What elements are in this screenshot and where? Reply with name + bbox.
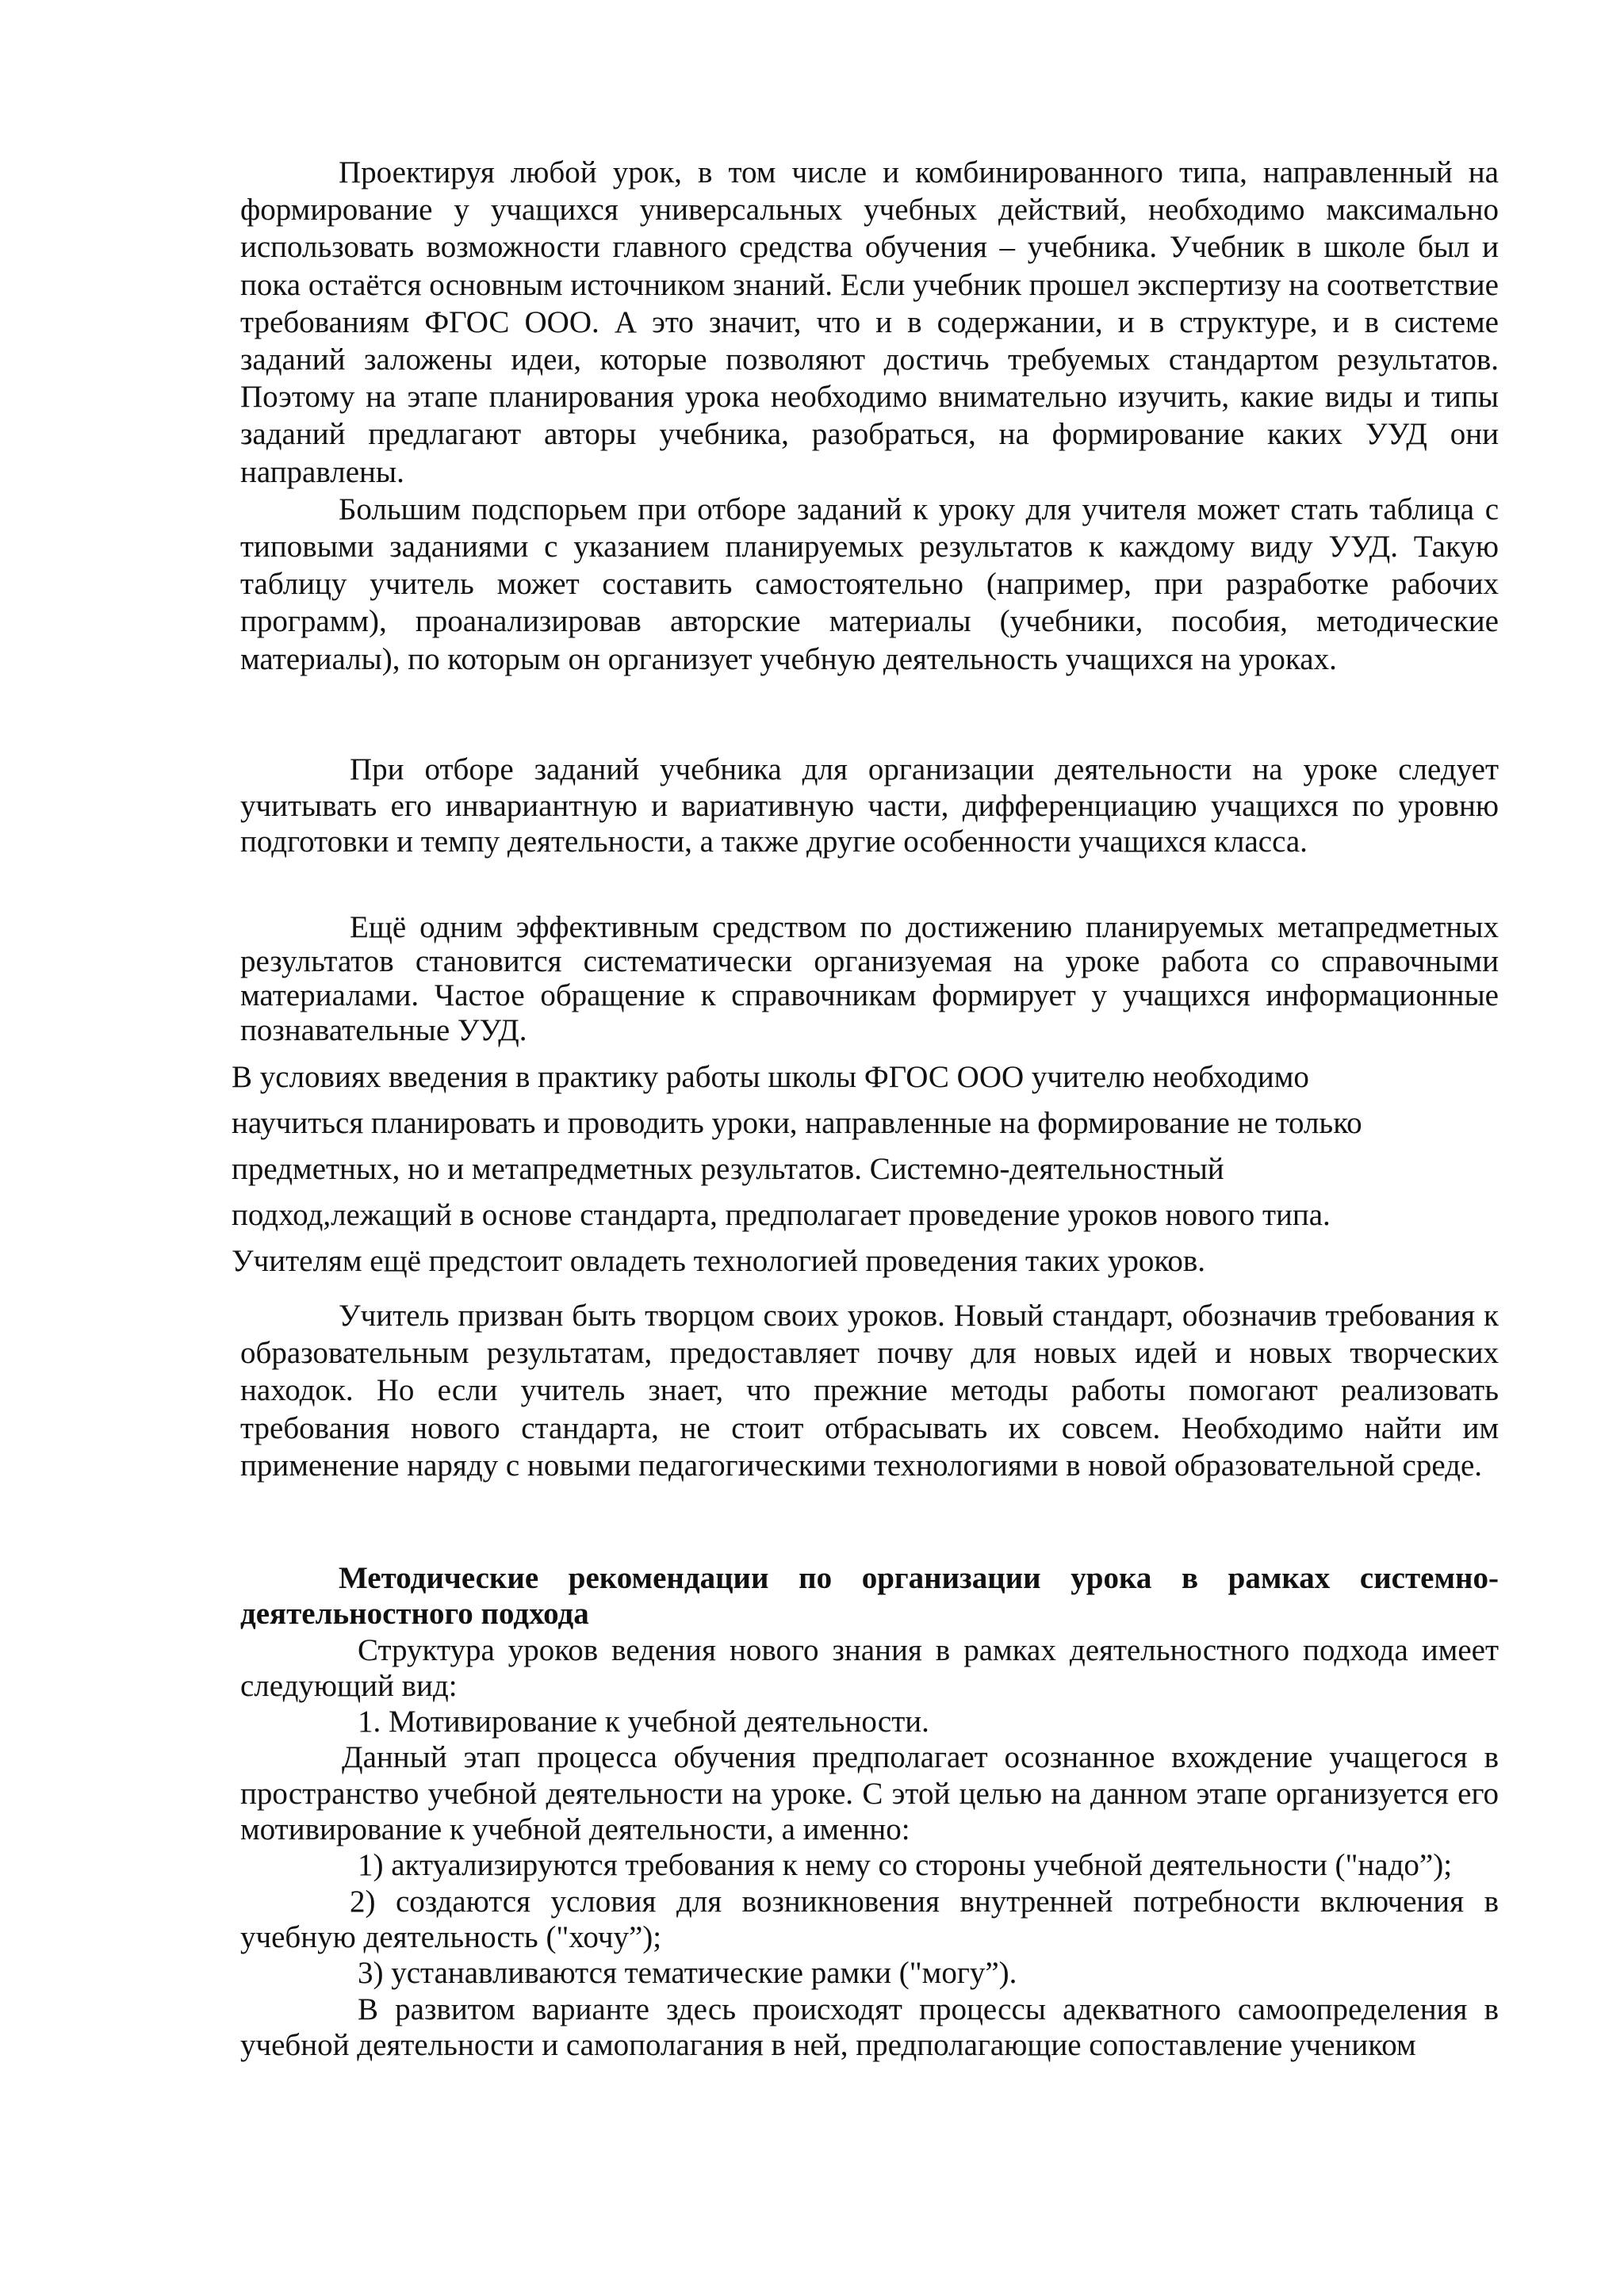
text-block-4 — [232, 1054, 1532, 1284]
list-item-need: 1) актуализируются требования к нему со стороны учебной деятельности ("надо”); — [358, 1848, 1453, 1883]
paragraph-teacher-creator: Учитель призван быть творцом своих уроков. Новый стандарт, обозначив требования к образовательным результатам, предоставляет почву для новых идей и новых творческих находок. Но если учитель знает, что прежние методы работы помогают реализовать требования нового стандарта, не стоит отбрасывать их совсем. Необходимо найти им применение наряду с новыми педагогическими технологиями в новой образовательной среде. — [240, 1299, 1499, 1483]
paragraph-line: научиться планировать и проводить уроки, направленные на формирование не только — [232, 1106, 1362, 1140]
paragraph-line: В условиях введения в практику работы школы ФГОС ООО учителю необходимо — [232, 1060, 1309, 1094]
paragraph-task-table: Большим подспорьем при отборе заданий к уроку для учителя может стать таблица с типовыми заданиями с указанием планируемых результатов к каждому виду УУД. Такую таблицу учитель может составить самостоятельно (например, при разработке рабочих программ), проанализировав авторские материалы (учебники, пособия, методические материалы), по которым он организует учебную деятельность учащихся на уроках. — [240, 492, 1499, 676]
text-block-1 — [240, 154, 1499, 678]
paragraph-line: Учителям ещё предстоит овладеть технологией проведения таких уроков. — [232, 1244, 1206, 1278]
paragraph-reference-materials: Ещё одним эффективным средством по достижению планируемых метапредметных результатов становится систематически организуемая на уроке работа со справочными материалами. Частое обращение к справочникам формирует у учащихся информационные познавательные УУД. — [240, 910, 1499, 1047]
text-block-2 — [240, 752, 1499, 860]
text-block-3 — [240, 910, 1499, 1047]
paragraph-stage-description: Данный этап процесса обучения предполагает осознанное вхождение учащегося в пространство учебной деятельности на уроке. С этой целью на данном этапе организуется его мотивирование к учебной деятельности, а именно: — [240, 1740, 1499, 1847]
paragraph-task-selection: При отборе заданий учебника для организации деятельности на уроке следует учитывать его инвариантную и вариативную части, дифференциацию учащихся по уровню подготовки и темпу деятельности, а также другие особенности учащихся класса. — [240, 752, 1499, 859]
list-item-want: 2) создаются условия для возникновения внутренней потребности включения в учебную деятельность ("хочу”); — [240, 1884, 1499, 1954]
paragraph-textbook-use: Проектируя любой урок, в том числе и комбинированного типа, направленный на формирование у учащихся универсальных учебных действий, необходимо максимально использовать возможности главного средства обучения – учебника. Учебник в школе был и пока остаётся основным источником знаний. Если учебник прошел экспертизу на соответствие требованиям ФГОС ООО. А это значит, что и в содержании, и в структуре, и в системе заданий заложены идеи, которые позволяют достичь требуемых стандартом результатов. Поэтому на этапе планирования урока необходимо внимательно изучить, какие виды и типы заданий предлагают авторы учебника, разобраться, на формирование каких УУД они направлены. — [240, 155, 1499, 489]
list-item-can: 3) устанавливаются тематические рамки ("могу”). — [358, 1956, 1017, 1991]
list-item-motivation: 1. Мотивирование к учебной деятельности. — [358, 1705, 929, 1739]
paragraph-lesson-structure: Структура уроков ведения нового знания в рамках деятельностного подхода имеет следующий вид: — [240, 1632, 1499, 1703]
paragraph-self-determination: В развитом варианте здесь происходят процессы адекватного самоопределения в учебной деятельности и самополагания в ней, предполагающие сопоставление учеником — [240, 1992, 1499, 2062]
paragraph-line: предметных, но и метапредметных результатов. Системно-деятельностный — [232, 1152, 1224, 1186]
section-heading: Методические рекомендации по организации урока в рамках системно-деятельностного подхода — [240, 1561, 1499, 1632]
paragraph-line: подход,лежащий в основе стандарта, предполагает проведение уроков нового типа. — [232, 1198, 1331, 1232]
text-block-5 — [240, 1297, 1499, 1484]
text-block-6 — [240, 1560, 1499, 2063]
